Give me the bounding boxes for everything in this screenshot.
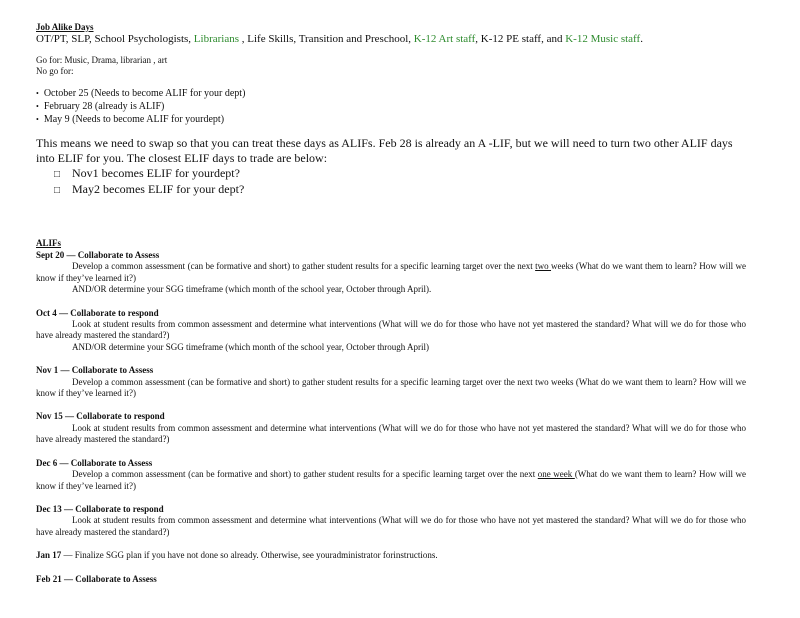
entry-description: Look at student results from common assessment and determine what interventions (What will we do for those who have not yet mastered the standard? What will we do for those who have already mastered the standard?) xyxy=(36,319,746,341)
list-item: • February 28 (already is ALIF) xyxy=(36,100,746,113)
entry-date: Oct 4 xyxy=(36,307,57,318)
entry-label: — Collaborate to Assess xyxy=(64,573,157,584)
go-for-line: Go for: Music, Drama, librarian , art xyxy=(36,55,168,65)
entry-date: Dec 13 xyxy=(36,503,62,514)
entry-description: Develop a common assessment (can be formative and short) to gather student results for a specific learning target over the next two weeks (What do we want them to learn? How will we know if they’ve learned it?) xyxy=(36,376,746,399)
roles-line xyxy=(36,33,746,45)
roles-music-staff: K-12 Music staff xyxy=(565,33,641,45)
entry-description xyxy=(36,469,746,492)
desc-part: (What do we want them to learn? How will we know if they’ve learned it?) xyxy=(36,469,747,491)
trade-options-list xyxy=(54,166,746,198)
entry-date: Feb 21 xyxy=(36,573,62,584)
alif-entry-nov1 xyxy=(36,365,746,399)
alif-entry-feb21 xyxy=(36,574,746,585)
entry-date: Sept 20 xyxy=(36,250,65,260)
document-title: Job Alike Days xyxy=(36,22,94,32)
desc-part: Develop a common assessment (can be formative and short) to gather student results for a specific learning target over the next xyxy=(72,261,536,272)
choice-label: May2 becomes ELIF for your dept? xyxy=(72,182,245,196)
entry-label: — Collaborate to respond xyxy=(59,307,159,318)
entry-date: Jan 17 xyxy=(36,550,62,561)
entry-date: Nov 15 xyxy=(36,411,63,422)
entry-extra: AND/OR determine your SGG timeframe (which month of the school year, October through April). xyxy=(72,284,432,295)
roles-text-1: OT/PT, SLP, School Psychologists, xyxy=(36,33,194,45)
dates-list xyxy=(36,87,746,126)
alifs-heading: ALIFs xyxy=(36,238,62,248)
checkbox-glyph-icon: □ xyxy=(54,169,61,180)
swap-paragraph: This means we need to swap so that you can treat these days as ALIFs. Feb 28 is already an A -LIF, but we will need to turn two other ALIF days into ELIF for you. The closest ELIF days to trade are below: xyxy=(36,136,733,165)
entry-label: — Collaborate to Assess xyxy=(59,457,153,468)
entry-text: — Finalize SGG plan if you have not done so already. Otherwise, see youradministrator forinstructions. xyxy=(63,550,438,561)
alif-entry-sept20 xyxy=(36,250,746,296)
choice-label: Nov1 becomes ELIF for yourdept? xyxy=(72,166,240,180)
alif-entry-jan17 xyxy=(36,550,746,561)
list-item xyxy=(54,166,746,182)
alif-entry-nov15 xyxy=(36,411,746,445)
entry-extra: AND/OR determine your SGG timeframe (which month of the school year, October through April) xyxy=(72,341,430,352)
entry-label: — Collaborate to respond xyxy=(64,503,164,514)
entry-label: — Collaborate to respond xyxy=(65,411,165,422)
alif-entry-dec13 xyxy=(36,504,746,538)
entry-label: — Collaborate to Assess xyxy=(60,365,154,376)
entry-description xyxy=(36,261,746,284)
roles-text-2: , Life Skills, Transition and Preschool, xyxy=(239,33,414,45)
roles-text-3: , K-12 PE staff, and xyxy=(475,33,566,45)
alif-entry-dec6 xyxy=(36,458,746,492)
no-go-for-line: No go for: xyxy=(36,66,74,76)
roles-art-staff: K-12 Art staff xyxy=(413,33,476,45)
desc-underlined: one week xyxy=(537,469,575,480)
entry-date: Nov 1 xyxy=(36,365,59,376)
desc-part: weeks (What do we want them to learn? How will we know if they’ve learned it?) xyxy=(36,261,746,283)
roles-text-4: . xyxy=(640,33,643,45)
entry-description: Look at student results from common assessment and determine what interventions (What will we do for those who have not yet mastered the standard? What will we do for those who have already mastered the standard?) xyxy=(36,422,746,445)
desc-underlined: two xyxy=(535,261,552,272)
roles-librarians: Librarians xyxy=(193,33,239,45)
alif-entry-oct4 xyxy=(36,308,746,354)
list-item xyxy=(54,182,746,198)
checkbox-glyph-icon: □ xyxy=(54,185,61,196)
entry-description: Look at student results from common assessment and determine what interventions (What will we do for those who have not yet mastered the standard? What will we do for those who have already mastered the standard?) xyxy=(36,515,746,537)
document-page xyxy=(36,22,746,585)
entry-label: — Collaborate to Assess xyxy=(66,250,160,260)
list-item: • May 9 (Needs to become ALIF for yourdept) xyxy=(36,113,746,126)
desc-part: Develop a common assessment (can be formative and short) to gather student results for a specific learning target over the next xyxy=(72,469,538,480)
entry-date: Dec 6 xyxy=(36,457,58,468)
list-item: • October 25 (Needs to become ALIF for your dept) xyxy=(36,87,746,100)
